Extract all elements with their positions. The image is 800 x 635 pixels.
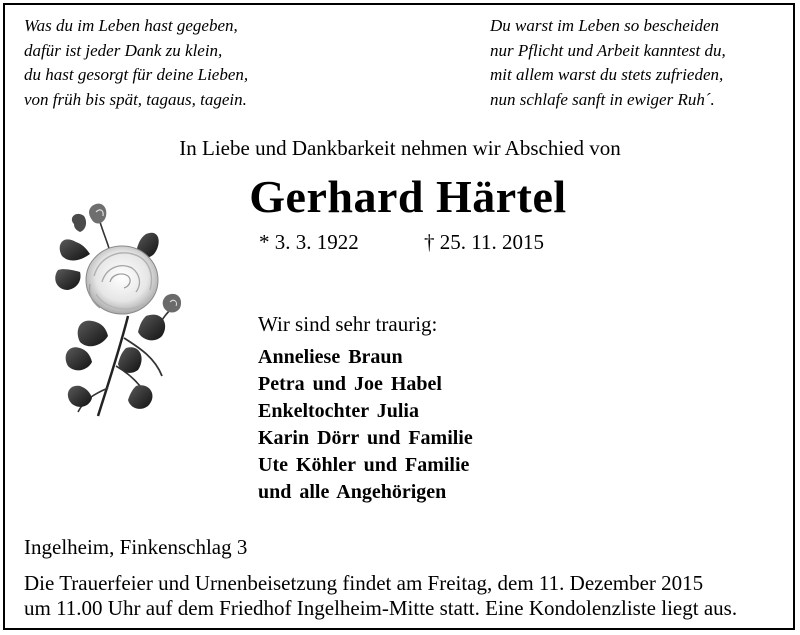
rose-icon [50,198,190,434]
poem-line: nun schlafe sanft in ewiger Ruh´. [490,89,715,109]
mourner-name: Karin Dörr und Familie [258,427,473,449]
notice-line: Die Trauerfeier und Urnenbeisetzung findet am Freitag, dem 11. Dezember 2015 [24,571,704,595]
poem-line: mit allem warst du stets zufrieden, [490,65,724,84]
poem-right [490,14,726,112]
deceased-name: Gerhard Härtel [249,171,567,222]
mourner-name: Ute Köhler und Familie [258,454,470,476]
poem-line: von früh bis spät, tagaus, tagein. [24,89,247,109]
poem-left [24,14,248,112]
notice-line: um 11.00 Uhr auf dem Friedhof Ingelheim-Mitte statt. Eine Kondolenzliste liegt aus. [24,596,738,620]
funeral-notice [24,571,737,621]
mourners-list [258,344,473,506]
birth-date: * 3. 3. 1922 [259,230,359,254]
poem-line: dafür ist jeder Dank zu klein, [24,40,223,60]
poem-line: Was du im Leben hast gegeben, [24,16,238,35]
poem-line: Du warst im Leben so bescheiden [490,16,720,35]
mourning-heading: Wir sind sehr traurig: [258,312,438,336]
poem-line: du hast gesorgt für deine Lieben, [24,65,249,84]
mourner-name: und alle Angehörigen [258,481,447,503]
farewell-intro: In Liebe und Dankbarkeit nehmen wir Abschied von [179,136,621,160]
death-date: † 25. 11. 2015 [424,230,544,254]
mourner-name: Enkeltochter Julia [258,400,419,422]
address: Ingelheim, Finkenschlag 3 [24,535,248,559]
mourner-name: Anneliese Braun [258,346,403,368]
mourner-name: Petra und Joe Habel [258,373,442,395]
poem-line: nur Pflicht und Arbeit kanntest du, [490,40,726,60]
